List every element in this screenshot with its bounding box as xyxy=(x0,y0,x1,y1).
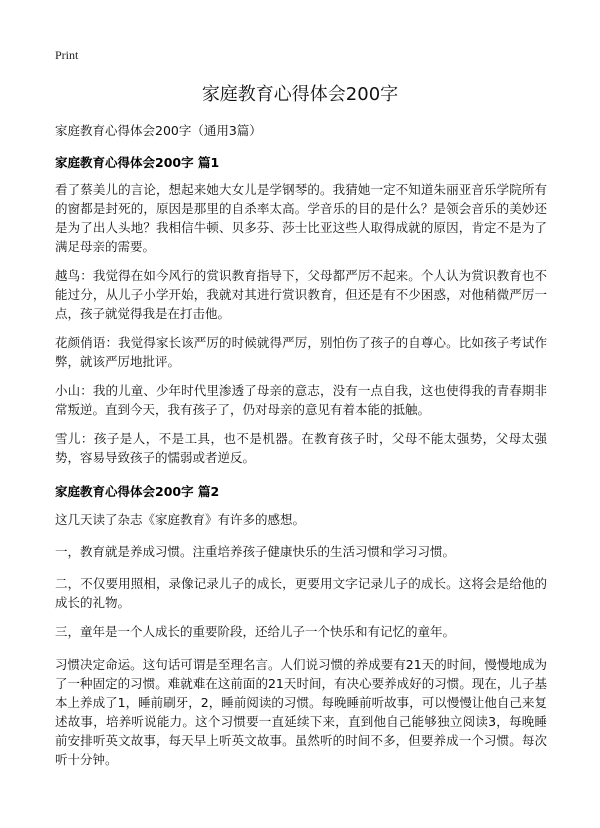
paragraph: 三，童年是一个人成长的重要阶段，还给儿子一个快乐和有记忆的童年。 xyxy=(55,624,456,639)
paragraph: 一，教育就是养成习惯。注重培养孩子健康快乐的生活习惯和学习习惯。 xyxy=(55,544,456,559)
paragraph: 雪儿：孩子是人，不是工具，也不是机器。在教育孩子时，父母不能太强势，父母太强势，容易导致孩子的懦弱或者逆反。 xyxy=(55,431,547,465)
paragraph: 看了蔡美儿的言论，想起来她大女儿是学钢琴的。我猜她一定不知道朱丽亚音乐学院所有的窗都是封死的，原因是那里的自杀率太高。学音乐的目的是什么？是领会音乐的美妙还是为了出人头地？我相信牛顿、贝多芬、莎士比亚这些人取得成就的原因，肯定不是为了满足母亲的需要。 xyxy=(55,182,547,254)
document-subtitle: 家庭教育心得体会200字（通用3篇） xyxy=(55,123,262,138)
page-title: 家庭教育心得体会200字 xyxy=(201,84,399,105)
paragraph: 花颜俏语：我觉得家长该严厉的时候就得严厉，别怕伤了孩子的自尊心。比如孩子考试作弊，就该严厉地批评。 xyxy=(55,335,547,369)
paragraph: 二，不仅要用照相，录像记录儿子的成长，更要用文字记录儿子的成长。这将会是给他的成长的礼物。 xyxy=(55,576,547,610)
section-heading: 家庭教育心得体会200字 篇2 xyxy=(55,484,220,499)
paragraph: 越鸟：我觉得在如今风行的赏识教育指导下，父母都严厉不起来。个人认为赏识教育也不能过分，从儿子小学开始，我就对其进行赏识教育，但还是有不少困惑，对他稍微严厉一点，孩子就觉得我是在打击他。 xyxy=(55,268,547,321)
paragraph: 这几天读了杂志《家庭教育》有许多的感想。 xyxy=(55,512,306,527)
paragraph: 小山：我的儿童、少年时代里渗透了母亲的意志，没有一点自我，这也使得我的青春期非常叛逆。直到今天，我有孩子了，仍对母亲的意见有着本能的抵触。 xyxy=(55,383,547,417)
section-heading: 家庭教育心得体会200字 篇1 xyxy=(55,155,220,170)
print-label: Print xyxy=(55,48,79,62)
paragraph: 习惯决定命运。这句话可谓是至理名言。人们说习惯的养成要有21天的时间，慢慢地成为了一种固定的习惯。难就难在这前面的21天时间，有决心要养成好的习惯。现在，儿子基本上养成了1，睡前刷牙，2，睡前阅读的习惯。每晚睡前听故事，可以慢慢让他自己来复述故事，培养听说能力。这个习惯要一直延续下来，直到他自己能够独立阅读3，每晚睡前安排听英文故事，每天早上听英文故事。虽然听的时间不多，但要养成一个习惯。每次听十分钟。 xyxy=(55,657,547,767)
